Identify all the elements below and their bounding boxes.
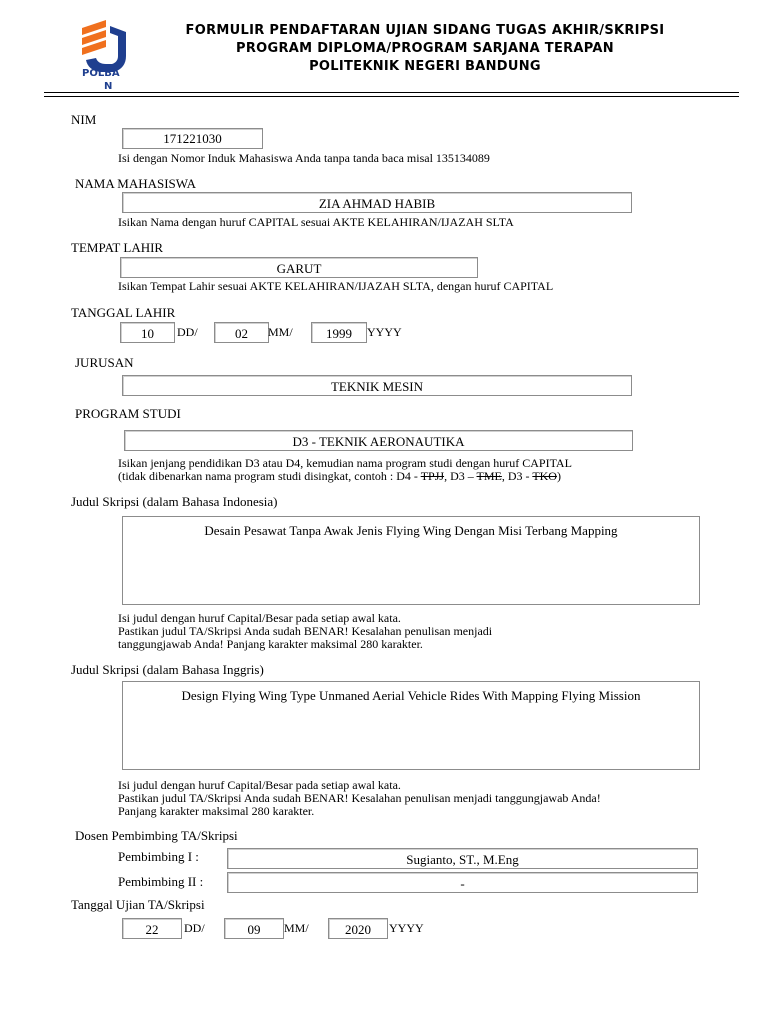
tanggal-ujian-month-unit: MM/ [284, 921, 309, 935]
judul-id-label: Judul Skripsi (dalam Bahasa Indonesia) [71, 494, 278, 509]
tanggal-ujian-label: Tanggal Ujian TA/Skripsi [71, 897, 205, 912]
tanggal-lahir-year-field[interactable]: 1999 [311, 322, 367, 343]
judul-en-hint-1: Isi judul dengan huruf Capital/Besar pada setiap awal kata. [118, 778, 401, 792]
form-title-2: PROGRAM DIPLOMA/PROGRAM SARJANA TERAPAN [236, 41, 614, 56]
header-rule-top [44, 92, 739, 93]
logo-text-1: POLBA [82, 68, 120, 79]
judul-en-hint-2: Pastikan judul TA/Skripsi Anda sudah BENAR! Kesalahan penulisan menjadi tanggungjawab Anda! [118, 791, 601, 805]
pembimbing-2-field[interactable]: - [227, 872, 698, 893]
jurusan-label: JURUSAN [75, 355, 134, 370]
pembimbing-1-field[interactable]: Sugianto, ST., M.Eng [227, 848, 698, 869]
form-title-3: POLITEKNIK NEGERI BANDUNG [309, 59, 541, 74]
tanggal-lahir-day-unit: DD/ [177, 325, 198, 339]
tanggal-lahir-year-unit: YYYY [367, 325, 402, 339]
form-title-1: FORMULIR PENDAFTARAN UJIAN SIDANG TUGAS AKHIR/SKRIPSI [185, 23, 665, 38]
judul-id-hint-3: tanggungjawab Anda! Panjang karakter maksimal 280 karakter. [118, 637, 423, 651]
tanggal-ujian-day-field[interactable]: 22 [122, 918, 182, 939]
dosen-label: Dosen Pembimbing TA/Skripsi [75, 828, 238, 843]
tanggal-ujian-year-field[interactable]: 2020 [328, 918, 388, 939]
tanggal-lahir-label: TANGGAL LAHIR [71, 305, 176, 320]
judul-en-label: Judul Skripsi (dalam Bahasa Inggris) [71, 662, 264, 677]
tanggal-ujian-year-unit: YYYY [389, 921, 424, 935]
nama-hint: Isikan Nama dengan huruf CAPITAL sesuai AKTE KELAHIRAN/IJAZAH SLTA [118, 215, 514, 229]
tanggal-lahir-day-field[interactable]: 10 [120, 322, 175, 343]
judul-en-hint-3: Panjang karakter maksimal 280 karakter. [118, 804, 315, 818]
judul-id-hint-2: Pastikan judul TA/Skripsi Anda sudah BENAR! Kesalahan penulisan menjadi [118, 624, 493, 638]
program-studi-hint-1: Isikan jenjang pendidikan D3 atau D4, kemudian nama program studi dengan huruf CAPITAL [118, 456, 572, 470]
judul-id-field[interactable]: Desain Pesawat Tanpa Awak Jenis Flying Wing Dengan Misi Terbang Mapping [122, 516, 700, 605]
tanggal-lahir-month-unit: MM/ [268, 325, 293, 339]
nim-label: NIM [71, 112, 97, 127]
pembimbing-2-label: Pembimbing II : [118, 874, 204, 889]
nama-label: NAMA MAHASISWA [75, 176, 196, 191]
jurusan-field[interactable]: TEKNIK MESIN [122, 375, 632, 396]
nama-field[interactable]: ZIA AHMAD HABIB [122, 192, 632, 213]
header-rule-bottom [44, 96, 739, 97]
logo-text-2: N [104, 81, 113, 92]
tempat-lahir-hint: Isikan Tempat Lahir sesuai AKTE KELAHIRAN/IJAZAH SLTA, dengan huruf CAPITAL [118, 279, 554, 293]
tanggal-ujian-day-unit: DD/ [184, 921, 205, 935]
tempat-lahir-field[interactable]: GARUT [120, 257, 478, 278]
pembimbing-1-label: Pembimbing I : [118, 849, 199, 864]
tanggal-lahir-month-field[interactable]: 02 [214, 322, 269, 343]
program-studi-hint-2: (tidak dibenarkan nama program studi disingkat, contoh : D4 - TPJJ, D3 – TME, D3 - TKO) [118, 469, 561, 483]
tempat-lahir-label: TEMPAT LAHIR [71, 240, 164, 255]
tanggal-ujian-month-field[interactable]: 09 [224, 918, 284, 939]
polban-logo [76, 18, 140, 94]
nim-hint: Isi dengan Nomor Induk Mahasiswa Anda tanpa tanda baca misal 135134089 [118, 151, 490, 165]
judul-en-field[interactable]: Design Flying Wing Type Unmaned Aerial Vehicle Rides With Mapping Flying Mission [122, 681, 700, 770]
judul-id-hint-1: Isi judul dengan huruf Capital/Besar pada setiap awal kata. [118, 611, 401, 625]
nim-field[interactable]: 171221030 [122, 128, 263, 149]
program-studi-field[interactable]: D3 - TEKNIK AERONAUTIKA [124, 430, 633, 451]
program-studi-label: PROGRAM STUDI [75, 406, 181, 421]
